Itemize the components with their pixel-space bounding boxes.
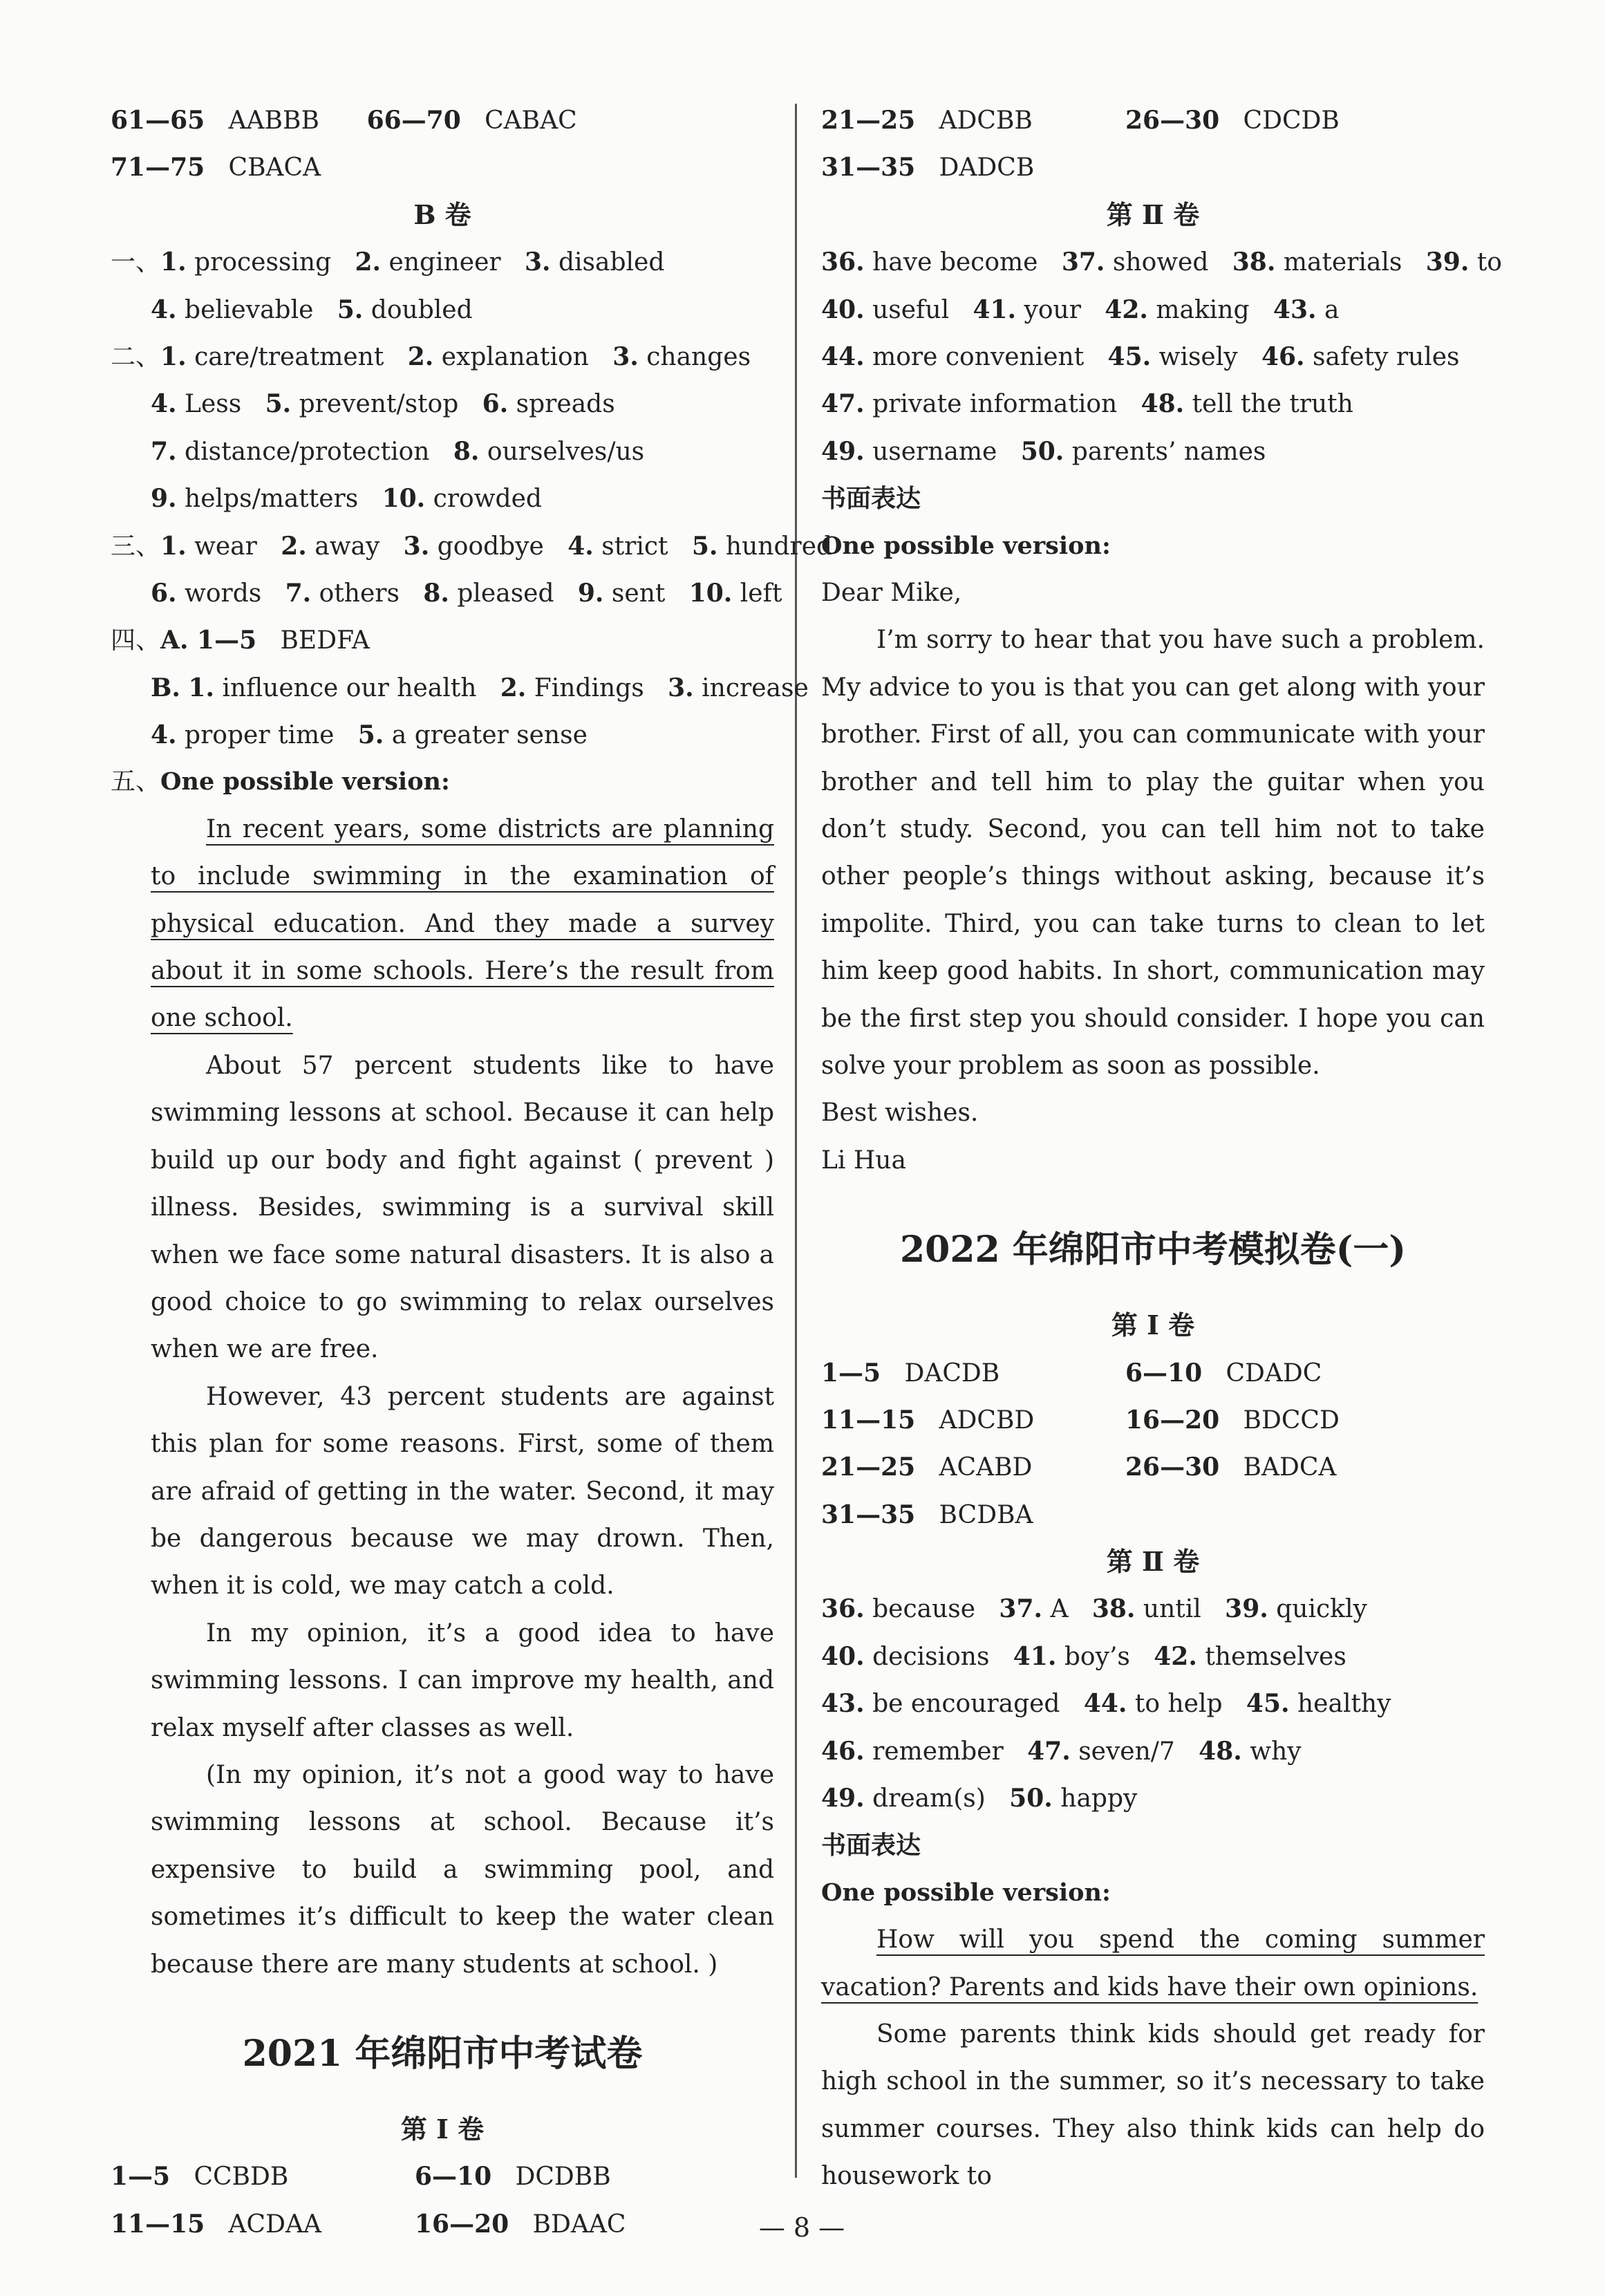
part2-title: 第 Ⅱ 卷 — [1106, 198, 1200, 230]
section-3-row: 三、1. wear 2. away 3. goodbye 4. strict 5. hundred — [111, 531, 833, 561]
section-1-row: 4. believable 5. doubled — [151, 295, 473, 324]
section-3-row: 6. words 7. others 8. pleased 9. sent 10. left — [151, 578, 782, 608]
fill-row: 43. be encouraged 44. to help 45. healthy — [821, 1689, 1391, 1719]
answer-row: 21—25 ADCBB 26—30 CDCDB — [821, 106, 1340, 135]
fill-row: 36. have become 37. showed 38. materials 39. to — [821, 248, 1502, 277]
section-5-heading: 五、One possible version: — [111, 767, 450, 796]
fill-row: 49. dream(s) 50. happy — [821, 1784, 1138, 1813]
section-4-row: B. 1. influence our health 2. Findings 3. increase — [151, 673, 809, 702]
exam-2022-title: 2022 年绵阳市中考模拟卷(一) — [899, 1229, 1407, 1271]
right-column — [821, 97, 1502, 2201]
answer-row: 61—65 AABBB 66—70 CABAC — [111, 106, 577, 135]
section-2-row: 7. distance/protection 8. ourselves/us — [151, 436, 645, 466]
fill-row: 49. username 50. parents’ names — [821, 436, 1266, 466]
section-4-row: 4. proper time 5. a greater sense — [151, 720, 588, 750]
section-1-row: 一、1. processing 2. engineer 3. disabled — [111, 248, 665, 277]
essay-paragraph: (In my opinion, it’s not a good way to have swimming lessons at school. Because it’s expensive to build a swimming pool, and sometimes it’s difficult to keep the water clean because there are many students at school. ) — [151, 1760, 774, 1979]
answer-row: 1—5 DACDB 6—10 CDADC — [821, 1358, 1322, 1388]
essay-paragraph: In my opinion, it’s a good idea to have swimming lessons. I can improve my health, and relax myself after classes as well. — [151, 1618, 774, 1742]
essay-intro: In recent years, some districts are planning to include swimming in the examination of physical education. And they made a survey about it in some schools. Here’s the result from one school. — [151, 814, 774, 1033]
exam-2022-part2: 第 Ⅱ 卷 — [1106, 1546, 1200, 1578]
version-label: One possible version: — [821, 531, 1111, 560]
answer-row: 21—25 ACABD 26—30 BADCA — [821, 1453, 1337, 1482]
exam-2021-title: 2021 年绵阳市中考试卷 — [242, 2033, 643, 2075]
answer-row: 31—35 DADCB — [821, 153, 1035, 183]
fill-row: 44. more convenient 45. wisely 46. safety rules — [821, 342, 1460, 371]
section-2-row: 二、1. care/treatment 2. explanation 3. changes — [111, 342, 751, 371]
fill-row: 40. decisions 41. boy’s 42. themselves — [821, 1641, 1346, 1671]
writing-title: 书面表达 — [821, 484, 921, 514]
answer-row: 71—75 CBACA — [111, 153, 321, 183]
section-2-row: 9. helps/matters 10. crowded — [151, 484, 542, 514]
essay-paragraph: However, 43 percent students are against this plan for some reasons. First, some of them are afraid of getting in the water. Second, it may be dangerous because we may drown. Then, when it is cold, we may catch a cold. — [151, 1382, 774, 1600]
writing-title: 书面表达 — [821, 1831, 921, 1860]
answer-row: 31—35 BCDBA — [821, 1500, 1033, 1529]
fill-row: 36. because 37. A 38. until 39. quickly — [821, 1594, 1367, 1624]
answer-row: 11—15 ADCBD 16—20 BDCCD — [821, 1405, 1340, 1435]
letter-greeting: Dear Mike, — [821, 578, 962, 607]
page-number: — 8 — — [758, 2212, 845, 2243]
letter-closing: Best wishes. — [821, 1099, 979, 1128]
section-title-b: B 卷 — [413, 198, 471, 230]
version-label: One possible version: — [821, 1878, 1111, 1907]
section-2-row: 4. Less 5. prevent/stop 6. spreads — [151, 389, 615, 419]
section-4-row: 四、A. 1—5 BEDFA — [111, 626, 370, 655]
column-divider — [795, 104, 797, 2178]
fill-row: 40. useful 41. your 42. making 43. a — [821, 295, 1340, 324]
exam-2022-part1: 第 Ⅰ 卷 — [1111, 1309, 1195, 1341]
essay-paragraph: About 57 percent students like to have swimming lessons at school. Because it can help build up our body and fight against ( prevent ) illness. Besides, swimming is a survival skill when we face some natural disasters. It is also a good choice to go swimming to relax ourselves when we are free. — [151, 1051, 774, 1364]
answer-row: 11—15 ACDAA 16—20 BDAAC — [111, 2209, 626, 2239]
letter-body: I’m sorry to hear that you have such a problem. My advice to you is that you can get along with your brother. First of all, you can communicate with your brother and tell him to play the guitar when you don’t study. Second, you can tell him not to take other people’s things without asking, because it’s impolite. Third, you can take turns to clean to let him keep good habits. In short, communication may be the first step you should consider. I hope you can solve your problem as soon as possible. — [821, 626, 1485, 1080]
left-column — [111, 97, 833, 2248]
exam-2021-part1: 第 Ⅰ 卷 — [400, 2113, 485, 2145]
essay-paragraph: Some parents think kids should get ready for high school in the summer, so it’s necessary to take summer courses. They also think kids can help do housework to — [821, 2020, 1485, 2191]
fill-row: 47. private information 48. tell the truth — [821, 389, 1353, 419]
essay-intro: How will you spend the coming summer vacation? Parents and kids have their own opinions. — [821, 1925, 1485, 2001]
letter-signature: Li Hua — [821, 1146, 906, 1175]
fill-row: 46. remember 47. seven/7 48. why — [821, 1736, 1302, 1766]
answer-row: 1—5 CCBDB 6—10 DCDBB — [111, 2162, 611, 2192]
